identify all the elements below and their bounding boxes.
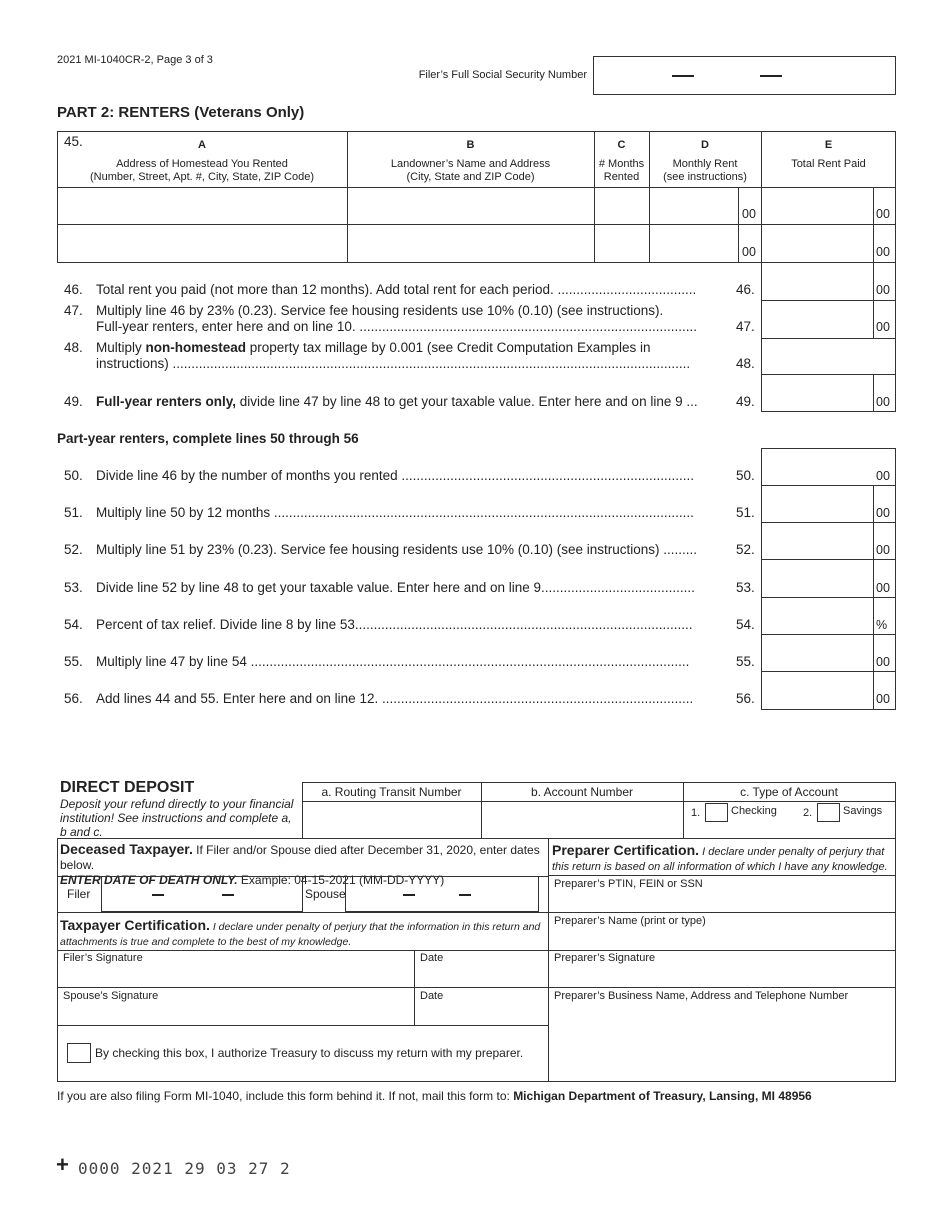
line-suffix: % <box>876 617 888 632</box>
deceased-taxpayer-text: Deceased Taxpayer. If Filer and/or Spouse died after December 31, 2020, enter dates below. ENTER DATE OF DEATH ONLY. Example: 04-15-2021 (MM-DD-YYYY) <box>60 841 540 887</box>
line-47-number: 47. <box>736 319 755 334</box>
routing-number-input[interactable] <box>303 802 480 837</box>
line-suffix: 00 <box>876 692 890 707</box>
preparer-signature-field[interactable]: Preparer’s Signature <box>554 952 656 964</box>
line-number: 51. <box>736 505 755 521</box>
line-number: 50. <box>64 468 83 483</box>
line-47-text: Multiply line 46 by 23% (0.23). Service fee housing residents use 10% (0.10) (see instructions). <box>96 303 664 318</box>
cents-label: 00 <box>876 320 890 334</box>
filer-signature-field[interactable]: Filer’s Signature <box>63 952 143 964</box>
spouse-signature-field[interactable]: Spouse’s Signature <box>63 990 159 1002</box>
spouse-label: Spouse <box>305 887 346 901</box>
preparer-certification-text: Preparer Certification. I declare under penalty of perjury that this return is based on all information of which I have any knowledge. <box>552 842 888 873</box>
cents-label: 00 <box>876 283 890 297</box>
part-year-heading: Part-year renters, complete lines 50 through 56 <box>57 431 359 446</box>
line-47-text: Full-year renters, enter here and on line 10. .......................................................................................... <box>96 319 697 334</box>
line-49-number: 49. <box>736 394 755 409</box>
savings-checkbox[interactable] <box>817 803 840 822</box>
line-46-text: Total rent you paid (not more than 12 months). Add total rent for each period. ..................................... <box>96 282 697 297</box>
line-49-number: 49. <box>64 394 83 409</box>
authorize-preparer-label: By checking this box, I authorize Treasury to discuss my return with my preparer. <box>95 1046 524 1060</box>
column-letter: A <box>198 139 206 151</box>
ssn-input[interactable] <box>593 56 896 95</box>
account-type-label: c. Type of Account <box>740 785 838 799</box>
line-number: 52. <box>64 542 83 558</box>
address-input-row1[interactable] <box>58 188 346 223</box>
line-number: 52. <box>736 542 755 558</box>
spouse-date-of-death-input[interactable] <box>345 876 539 912</box>
column-letter: B <box>466 139 475 151</box>
line-number: 56. <box>64 691 83 707</box>
preparer-business-field[interactable]: Preparer’s Business Name, Address and Telephone Number <box>554 990 849 1002</box>
column-header: Total Rent Paid <box>791 158 866 170</box>
line-suffix: 00 <box>876 655 890 669</box>
cents-label: 00 <box>876 395 890 409</box>
cents-label: 00 <box>742 245 756 259</box>
column-header: Landowner’s Name and Address (City, State and ZIP Code) <box>390 158 551 183</box>
direct-deposit-title: DIRECT DEPOSIT <box>60 779 195 796</box>
line-46-number: 46. <box>64 282 83 297</box>
line-text: Percent of tax relief. Divide line 8 by line 53.......................................................................................... <box>96 616 693 632</box>
spouse-date-field[interactable]: Date <box>420 990 444 1002</box>
line-number: 54. <box>736 616 755 632</box>
line-number: 55. <box>64 654 83 669</box>
mailing-instructions: If you are also filing Form MI-1040, include this form behind it. If not, mail this form to: Michigan Department of Treasury, Lansing, MI 48956 <box>57 1089 812 1103</box>
line-text: Multiply line 50 by 12 months ................................................................................................................ <box>96 505 694 521</box>
plus-icon: + <box>56 1152 69 1177</box>
part-title: PART 2: RENTERS (Veterans Only) <box>57 104 305 121</box>
cents-label: 00 <box>742 207 756 221</box>
line-suffix: 00 <box>876 469 890 483</box>
address-input-row2[interactable] <box>58 225 346 261</box>
line-48-number: 48. <box>64 340 83 355</box>
savings-label: Savings <box>843 805 883 817</box>
form-id: 2021 MI-1040CR-2, Page 3 of 3 <box>57 54 213 66</box>
line-text: Divide line 46 by the number of months you rented .............................................................................. <box>96 468 694 483</box>
line-text: Multiply line 47 by line 54 ..................................................................................................................... <box>96 654 690 669</box>
filer-label: Filer <box>67 887 91 901</box>
line-number: 50. <box>736 468 755 483</box>
line-suffix: 00 <box>876 580 890 595</box>
line-number: 53. <box>64 579 83 595</box>
column-letter: E <box>824 139 833 151</box>
savings-number: 2. <box>803 807 813 819</box>
column-header: # Months Rented <box>598 158 645 183</box>
checking-label: Checking <box>731 805 777 817</box>
line-48-text: instructions) .......................................................................................................................................... <box>96 356 691 371</box>
checking-checkbox[interactable] <box>705 803 728 822</box>
column-header: Address of Homestead You Rented (Number, Street, Apt. #, City, State, ZIP Code) <box>90 158 314 183</box>
line-number: 56. <box>736 691 755 707</box>
routing-number-label: a. Routing Transit Number <box>321 785 462 799</box>
preparer-ptin-field[interactable]: Preparer’s PTIN, FEIN or SSN <box>554 878 703 890</box>
line-number: 53. <box>736 579 755 595</box>
line-text: Add lines 44 and 55. Enter here and on line 12. ................................................................................... <box>96 691 694 707</box>
ssn-label: Filer’s Full Social Security Number <box>418 69 587 81</box>
cents-label: 00 <box>876 207 890 221</box>
line-number: 45. <box>64 134 83 149</box>
line-text: Divide line 52 by line 48 to get your taxable value. Enter here and on line 9......................................... <box>96 579 695 595</box>
line-number: 51. <box>64 505 83 521</box>
taxpayer-certification-text: Taxpayer Certification. I declare under penalty of perjury that the information in this return and attachments is true and complete to the best of my knowledge. <box>60 917 541 948</box>
direct-deposit-desc: Deposit your refund directly to your financial institution! See instructions and complete a, b and c. <box>60 797 294 839</box>
checking-number: 1. <box>691 807 701 819</box>
form-barcode-number: 0000 2021 29 03 27 2 <box>78 1159 291 1178</box>
column-letter: D <box>701 139 709 151</box>
cents-label: 00 <box>876 245 890 259</box>
line-46-number: 46. <box>736 282 755 297</box>
account-number-label: b. Account Number <box>530 785 634 799</box>
line-suffix: 00 <box>876 543 890 558</box>
line-number: 54. <box>64 616 83 632</box>
preparer-name-field[interactable]: Preparer’s Name (print or type) <box>554 915 706 927</box>
column-header: Monthly Rent (see instructions) <box>663 158 747 183</box>
column-letter: C <box>617 139 626 151</box>
authorize-preparer-checkbox[interactable] <box>67 1043 91 1063</box>
line-number: 55. <box>736 654 755 669</box>
line-48-number: 48. <box>736 356 755 371</box>
line-49-text: Full-year renters only, divide line 47 by line 48 to get your taxable value. Enter here and on line 9 ... <box>96 394 698 409</box>
filer-date-of-death-input[interactable] <box>101 876 303 912</box>
account-number-input[interactable] <box>482 802 682 837</box>
line-48-text: Multiply non-homestead property tax millage by 0.001 (see Credit Computation Examples in <box>96 340 651 355</box>
line-text: Multiply line 51 by 23% (0.23). Service fee housing residents use 10% (0.10) (see instructions) ......... <box>96 542 698 558</box>
line-47-number: 47. <box>64 303 83 318</box>
line-suffix: 00 <box>876 506 890 521</box>
filer-date-field[interactable]: Date <box>420 952 444 964</box>
